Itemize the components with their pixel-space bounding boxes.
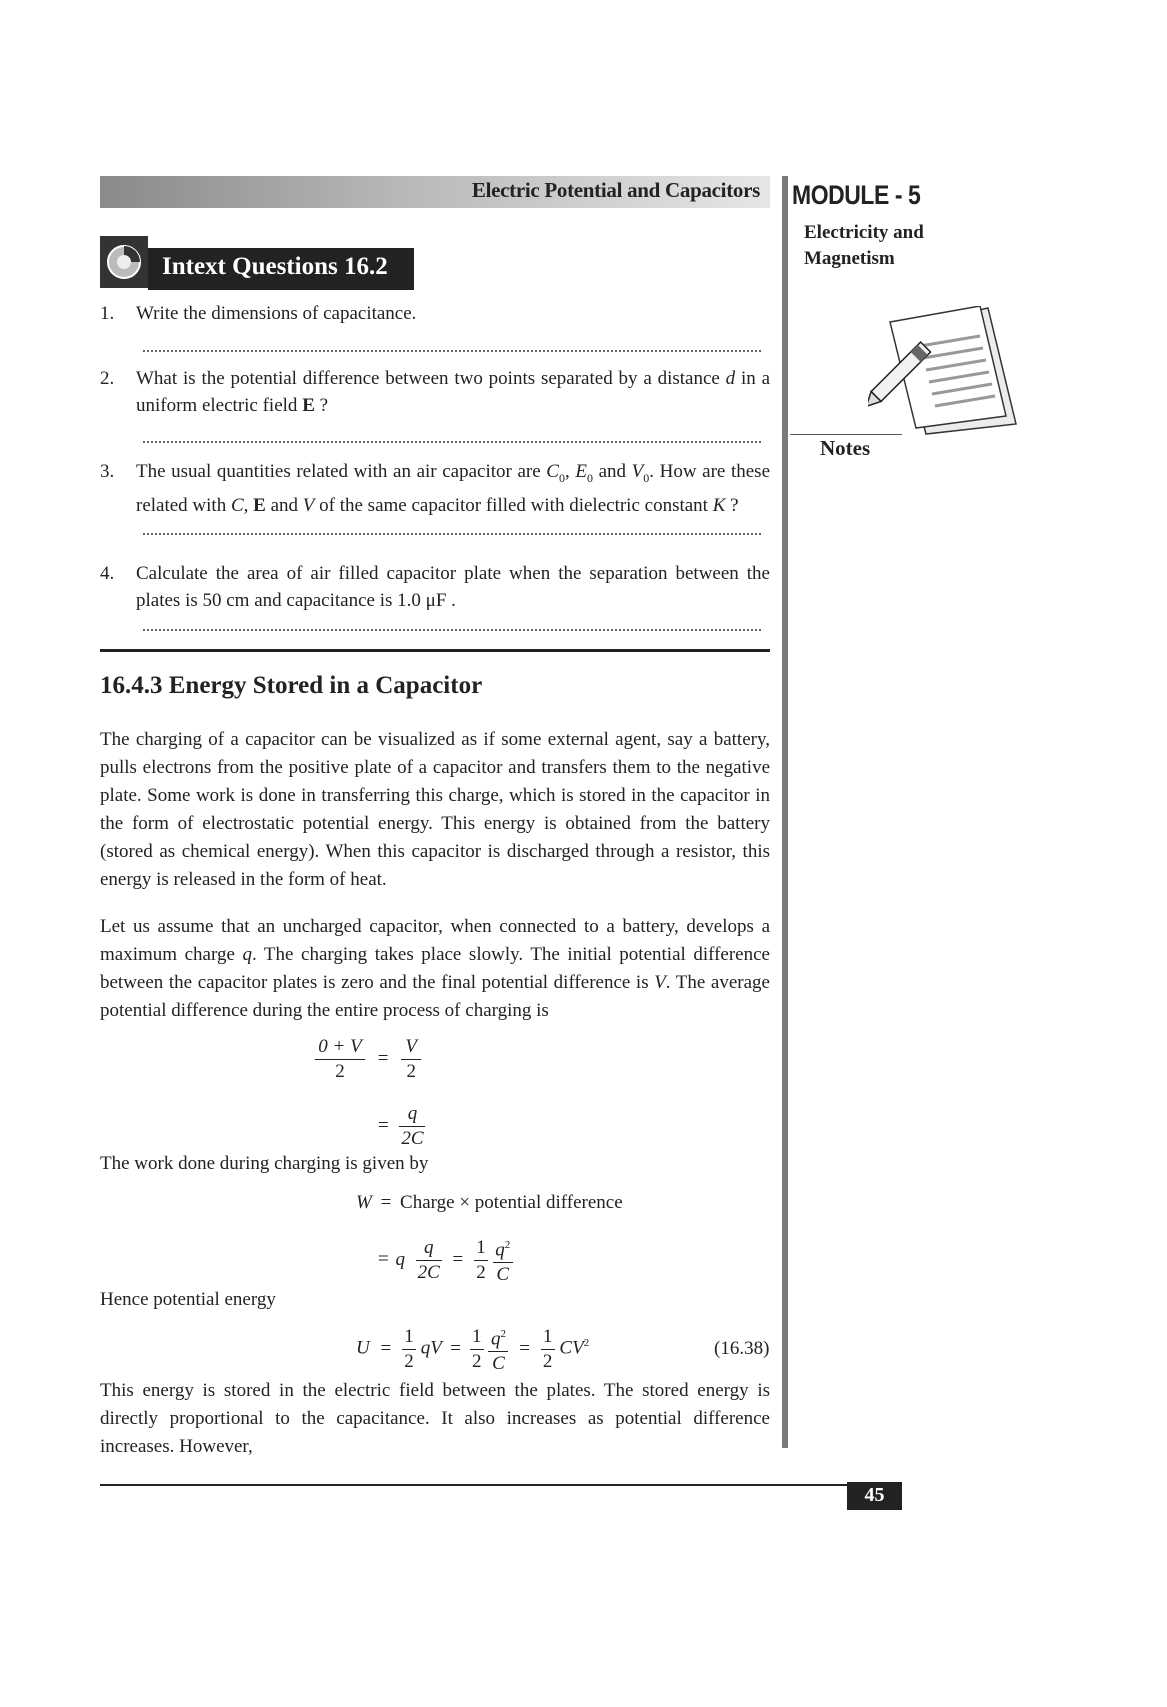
q3-part-b: . How are these related with xyxy=(136,461,770,516)
eq-c-denominator: C xyxy=(496,1264,510,1286)
question-text-3: The usual quantities related with an air capacitor are $C_0$, $E_0$ and $V_0$. How are these related with C, E and V of the same capacitor filled with dielectric constant K ? xyxy=(136,461,770,516)
q3-var-E: E xyxy=(253,494,266,516)
margin-divider xyxy=(782,176,788,1448)
q3-var-C0: C xyxy=(546,461,559,482)
para2-part-b: . The charging takes place slowly. The initial potential difference between the capacitor plates is zero and the final potential difference is xyxy=(100,944,770,993)
module-subtitle xyxy=(804,220,924,272)
running-header-title: Electric Potential and Capacitors xyxy=(471,178,760,202)
eq-equals: = xyxy=(377,1047,389,1069)
eq-equals-2: = xyxy=(378,1114,389,1136)
eq-one-numerator: 1 xyxy=(474,1236,488,1261)
equation-energy xyxy=(356,1322,589,1376)
magnifier-icon xyxy=(100,236,148,288)
question-text-1: Write the dimensions of capacitance. xyxy=(136,303,417,324)
eq-W: W xyxy=(356,1192,372,1213)
section-divider xyxy=(100,649,770,652)
question-number-4: 4. xyxy=(100,563,115,584)
eq-two-den-b: 2 xyxy=(471,1350,482,1372)
notepad-pencil-icon xyxy=(868,306,1018,436)
q3-sub-V0: 0 xyxy=(643,470,650,485)
eq-c-den-2: C xyxy=(492,1353,505,1375)
eq-one-num-c: 1 xyxy=(541,1325,555,1350)
eq-two-denominator: 2 xyxy=(476,1261,486,1283)
q2-var-d: d xyxy=(725,368,736,389)
q3-var-K: K xyxy=(712,494,726,516)
paragraph-3: This energy is stored in the electric field between the plates. The stored energy is directly proportional to the capacitance. It also increases as potential difference increases. However, xyxy=(100,1380,770,1457)
q3-var-E0: E xyxy=(575,461,587,482)
para2-part-c: . The average potential difference during the entire process of charging is xyxy=(100,972,770,1021)
eq-v-denominator: 2 xyxy=(406,1061,416,1082)
q3-and-2: and xyxy=(265,494,303,516)
eq-2c-denominator-2: 2C xyxy=(417,1261,440,1283)
q3-sub-C0: 0 xyxy=(558,470,565,485)
equation-average-pd xyxy=(315,1035,421,1084)
notes-rule xyxy=(790,434,902,435)
q3-part-a: The usual quantities related with an air capacitor are xyxy=(136,461,547,482)
eq-qV: qV xyxy=(420,1337,442,1359)
q2-part-c: ? xyxy=(314,395,329,416)
eq-square: 2 xyxy=(504,1239,511,1251)
eq-square-3: 2 xyxy=(583,1337,590,1350)
equation-q-over-2c xyxy=(378,1102,425,1151)
footer-rule xyxy=(100,1484,847,1486)
para2-part-a: Let us assume that an uncharged capacitor, when connected to a battery, develops a maximum charge xyxy=(100,916,770,965)
eq-U: U xyxy=(356,1337,370,1359)
question-number-2: 2. xyxy=(100,368,115,389)
q3-var-C: C xyxy=(230,494,244,516)
equation-work xyxy=(356,1192,623,1214)
module-label: MODULE - 5 xyxy=(792,180,921,210)
eq-CV: CV xyxy=(559,1337,584,1359)
eq-q-numerator: q xyxy=(399,1102,425,1127)
eq-equals-8: = xyxy=(519,1337,530,1359)
intext-title: Intext Questions 16.2 xyxy=(162,253,388,280)
question-number-1: 1. xyxy=(100,303,115,324)
eq-two-den-a: 2 xyxy=(404,1350,414,1372)
eq-equals-3: = xyxy=(380,1192,392,1213)
eq-2c-denominator: 2C xyxy=(401,1128,424,1149)
eq-one-num-a: 1 xyxy=(402,1325,416,1350)
eq-q-factor: q xyxy=(395,1248,405,1270)
q3-var-V: V xyxy=(302,494,315,516)
module-subtitle-line2: Magnetism xyxy=(804,248,895,269)
paragraph-2 xyxy=(100,913,770,1025)
section-heading: 16.4.3 Energy Stored in a Capacitor xyxy=(100,672,483,699)
eq-equals-5: = xyxy=(452,1248,464,1270)
para2-var-q: q xyxy=(242,944,252,965)
module-subtitle-line1: Electricity and xyxy=(804,222,924,243)
answer-line-3 xyxy=(143,533,761,536)
eq-equals-7: = xyxy=(450,1337,461,1359)
work-text: The work done during charging is given by xyxy=(100,1153,429,1174)
question-text-2 xyxy=(136,365,770,419)
question-text-4: Calculate the area of air filled capacitor plate when the separation between the plates is 50 cm and capacitance is 1.0 μF . xyxy=(136,563,770,611)
eq-q-squared-2: q xyxy=(490,1328,501,1350)
eq-equals-4: = xyxy=(378,1248,389,1270)
q2-part-b: in a uniform electric field xyxy=(136,368,771,416)
answer-line-2 xyxy=(143,441,761,444)
paragraph-1: The charging of a capacitor can be visualized as if some external agent, say a battery, pulls electrons from the positive plate of a capacitor and transfers them to the negative plate. Some work is done in transferring this charge, which is stored in the capacitor in the form of electrostatic potential energy. This energy is obtained from the battery (stored as chemical energy). When this capacitor is discharged through a resistor, this energy is released in the form of heat. xyxy=(100,729,770,890)
q3-var-V0: V xyxy=(631,461,644,482)
q3-part-d: ? xyxy=(725,494,739,516)
notes-label: Notes xyxy=(820,436,871,460)
hence-text: Hence potential energy xyxy=(100,1289,276,1310)
question-number-3: 3. xyxy=(100,461,115,482)
eq-two-den-c: 2 xyxy=(542,1350,553,1372)
equation-number: (16.38) xyxy=(714,1338,770,1359)
page-number: 45 xyxy=(864,1484,885,1506)
running-header-bar xyxy=(100,176,770,208)
eq-charge-pd: Charge × potential difference xyxy=(400,1192,623,1213)
eq-one-num-b: 1 xyxy=(470,1325,484,1350)
eq-equals-6: = xyxy=(380,1337,392,1359)
q2-var-E: E xyxy=(302,395,315,416)
q2-part-a: What is the potential difference between two points separated by a distance xyxy=(136,368,726,389)
q3-and: and xyxy=(592,461,632,482)
answer-line-1 xyxy=(143,350,761,353)
eq-square-2: 2 xyxy=(500,1328,506,1340)
equation-work-2 xyxy=(378,1233,513,1287)
q3-sub-E0: 0 xyxy=(586,470,593,485)
answer-line-4 xyxy=(143,629,761,632)
eq-avg-numerator: 0 + V xyxy=(315,1035,365,1060)
para2-var-V: V xyxy=(654,972,666,993)
eq-q-numerator-2: q xyxy=(416,1236,442,1261)
eq-q-squared: q xyxy=(495,1239,505,1261)
eq-v-numerator: V xyxy=(401,1035,421,1060)
eq-avg-denominator: 2 xyxy=(335,1061,345,1082)
q3-part-c: of the same capacitor filled with dielectric constant xyxy=(314,494,713,516)
